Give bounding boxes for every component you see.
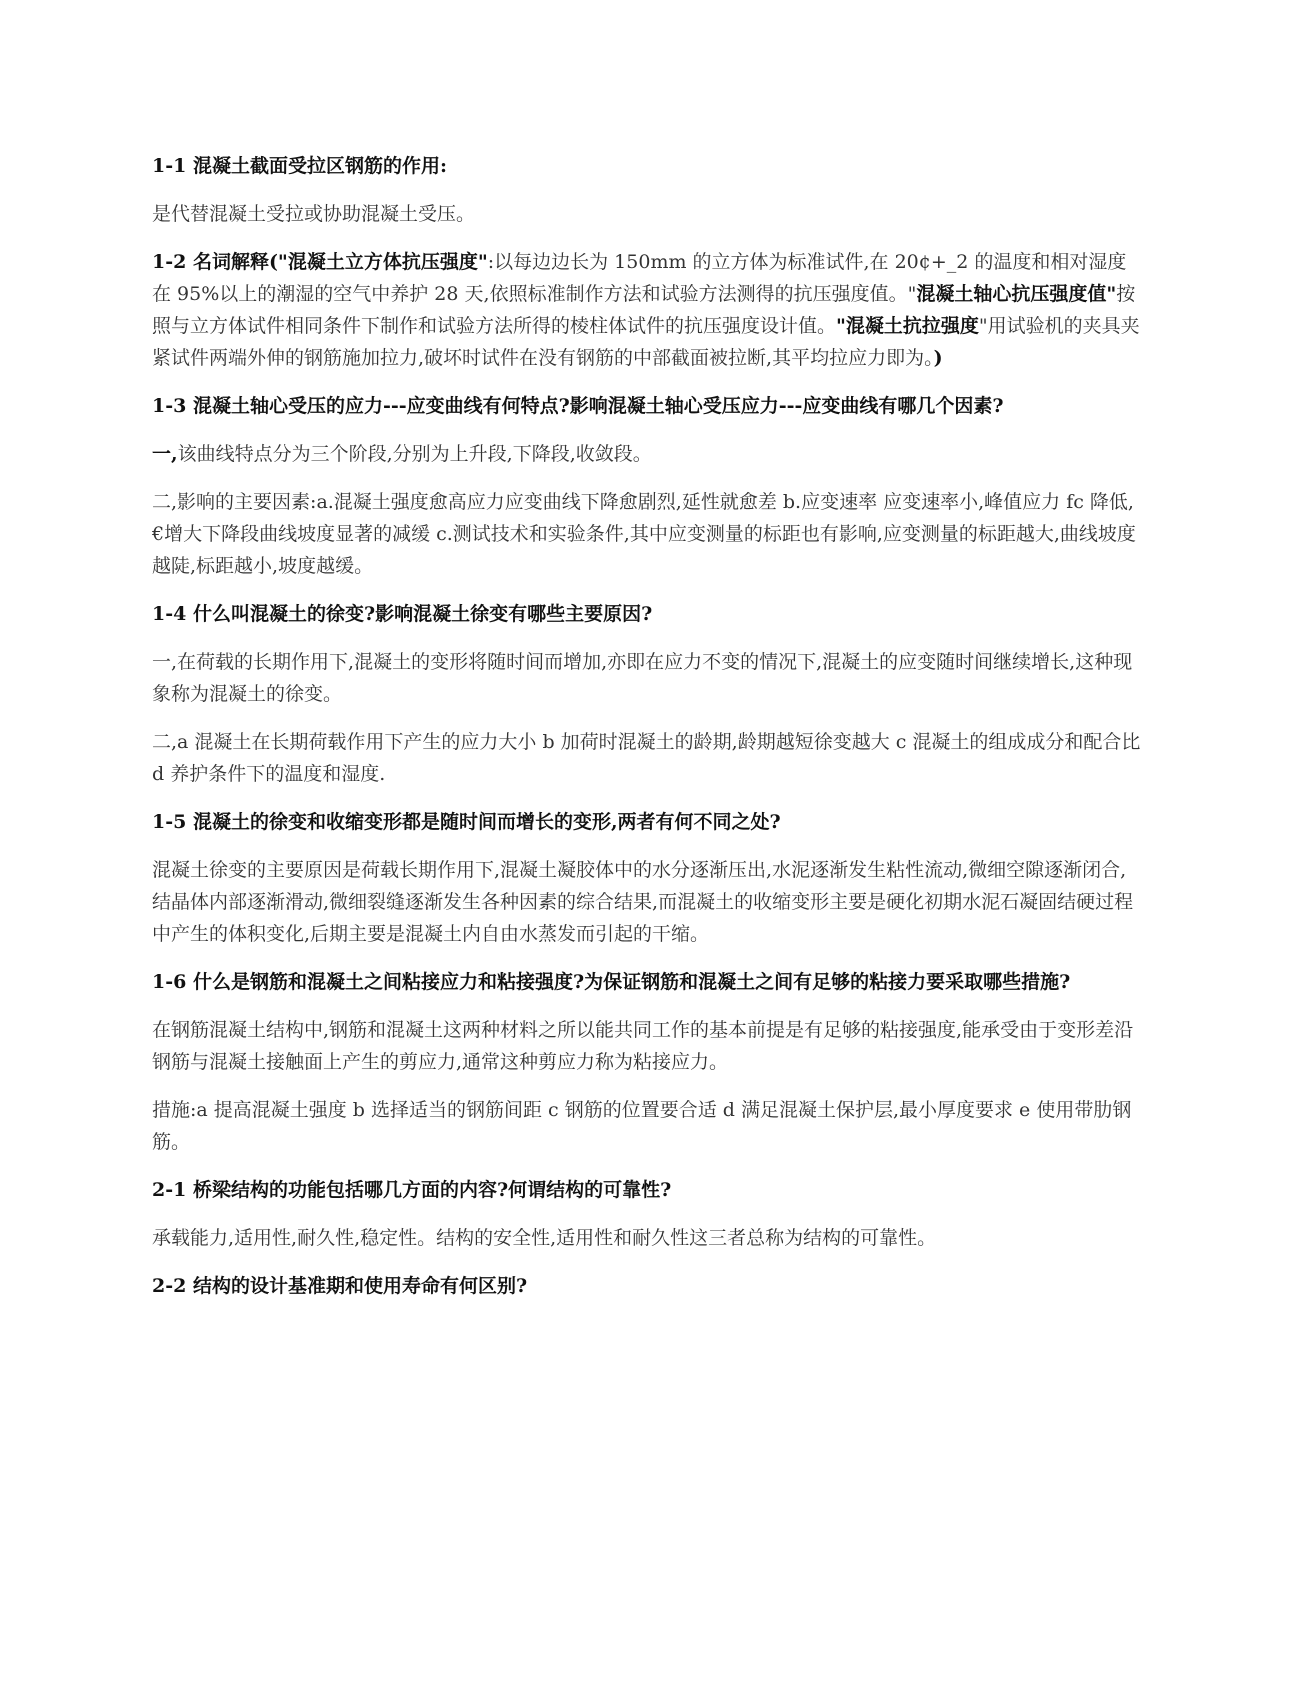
answer-1-3-part1: [152, 438, 1142, 470]
answer-1-3-text: 该曲线特点分为三个阶段,分别为上升段,下降段,收敛段。: [177, 443, 652, 465]
answer-1-5: 混凝土徐变的主要原因是荷载长期作用下,混凝土凝胶体中的水分逐渐压出,水泥逐渐发生粘性流动,微细空隙逐渐闭合,结晶体内部逐渐滑动,微细裂缝逐渐发生各种因素的综合结果,而混凝土的收缩变形主要是硬化初期水泥石凝固结硬过程中产生的体积变化,后期主要是混凝土内自由水蒸发而引起的干缩。: [152, 859, 1134, 945]
question-2-1: 2-1 桥梁结构的功能包括哪几方面的内容?何谓结构的可靠性?: [152, 1179, 672, 1201]
answer-1-4-part1: 一,在荷载的长期作用下,混凝土的变形将随时间而增加,亦即在应力不变的情况下,混凝土的应变随时间继续增长,这种现象称为混凝土的徐变。: [152, 651, 1133, 705]
answer-1-3-label: 一,: [152, 443, 178, 465]
question-1-3: 1-3 混凝土轴心受压的应力---应变曲线有何特点?影响混凝土轴心受压应力---应变曲线有哪几个因素?: [152, 395, 1004, 417]
def-term-2: 混凝土轴心抗压强度值": [916, 283, 1117, 305]
answer-2-1: 承载能力,适用性,耐久性,稳定性。结构的安全性,适用性和耐久性这三者总称为结构的可靠性。: [152, 1227, 937, 1249]
question-1-1: 1-1 混凝土截面受拉区钢筋的作用:: [152, 155, 447, 177]
answer-1-4-part2: 二,a 混凝土在长期荷载作用下产生的应力大小 b 加荷时混凝土的龄期,龄期越短徐变越大 c 混凝土的组成成分和配合比 d 养护条件下的温度和湿度.: [152, 731, 1141, 785]
question-1-5: 1-5 混凝土的徐变和收缩变形都是随时间而增长的变形,两者有何不同之处?: [152, 811, 781, 833]
def-close: ): [933, 347, 943, 369]
answer-1-3-part2: 二,影响的主要因素:a.混凝土强度愈高应力应变曲线下降愈剧烈,延性就愈差 b.应变速率 应变速率小,峰值应力 fc 降低,€增大下降段曲线坡度显著的减缓 c.测试技术和实验条件,其中应变测量的标距也有影响,应变测量的标距越大,曲线坡度越陡,标距越小,坡度越缓。: [152, 491, 1136, 577]
def-text-2: 按照与立方体试件相同条件下制作和试验方法所得的棱柱体试件的抗压强度设计值。: [152, 283, 1136, 337]
answer-1-6-part1: 在钢筋混凝土结构中,钢筋和混凝土这两种材料之所以能共同工作的基本前提是有足够的粘接强度,能承受由于变形差沿钢筋与混凝土接触面上产生的剪应力,通常这种剪应力称为粘接应力。: [152, 1019, 1134, 1073]
def-term-3: "混凝土抗拉强度: [836, 315, 979, 337]
question-2-2: 2-2 结构的设计基准期和使用寿命有何区别?: [152, 1275, 528, 1297]
question-1-6: 1-6 什么是钢筋和混凝土之间粘接应力和粘接强度?为保证钢筋和混凝土之间有足够的粘接力要采取哪些措施?: [152, 971, 1071, 993]
question-1-2-definitions: [152, 246, 1142, 374]
answer-1-6-part2: 措施:a 提高混凝土强度 b 选择适当的钢筋间距 c 钢筋的位置要合适 d 满足混凝土保护层,最小厚度要求 e 使用带肋钢筋。: [152, 1099, 1132, 1153]
document-page: [152, 150, 1142, 1318]
question-1-4: 1-4 什么叫混凝土的徐变?影响混凝土徐变有哪些主要原因?: [152, 603, 653, 625]
def-text-1: :以每边边长为 150mm 的立方体为标准试件,在 20¢+_2 的温度和相对湿度在 95%以上的潮湿的空气中养护 28 天,依照标准制作方法和试验方法测得的抗压强度值。": [152, 251, 1127, 305]
def-text-3: "用试验机的夹具夹紧试件两端外伸的钢筋施加拉力,破坏时试件在没有钢筋的中部截面被拉断,其平均拉应力即为。: [152, 315, 1140, 369]
def-term-1: 1-2 名词解释("混凝土立方体抗压强度": [152, 251, 488, 273]
answer-1-1: 是代替混凝土受拉或协助混凝土受压。: [152, 203, 476, 225]
